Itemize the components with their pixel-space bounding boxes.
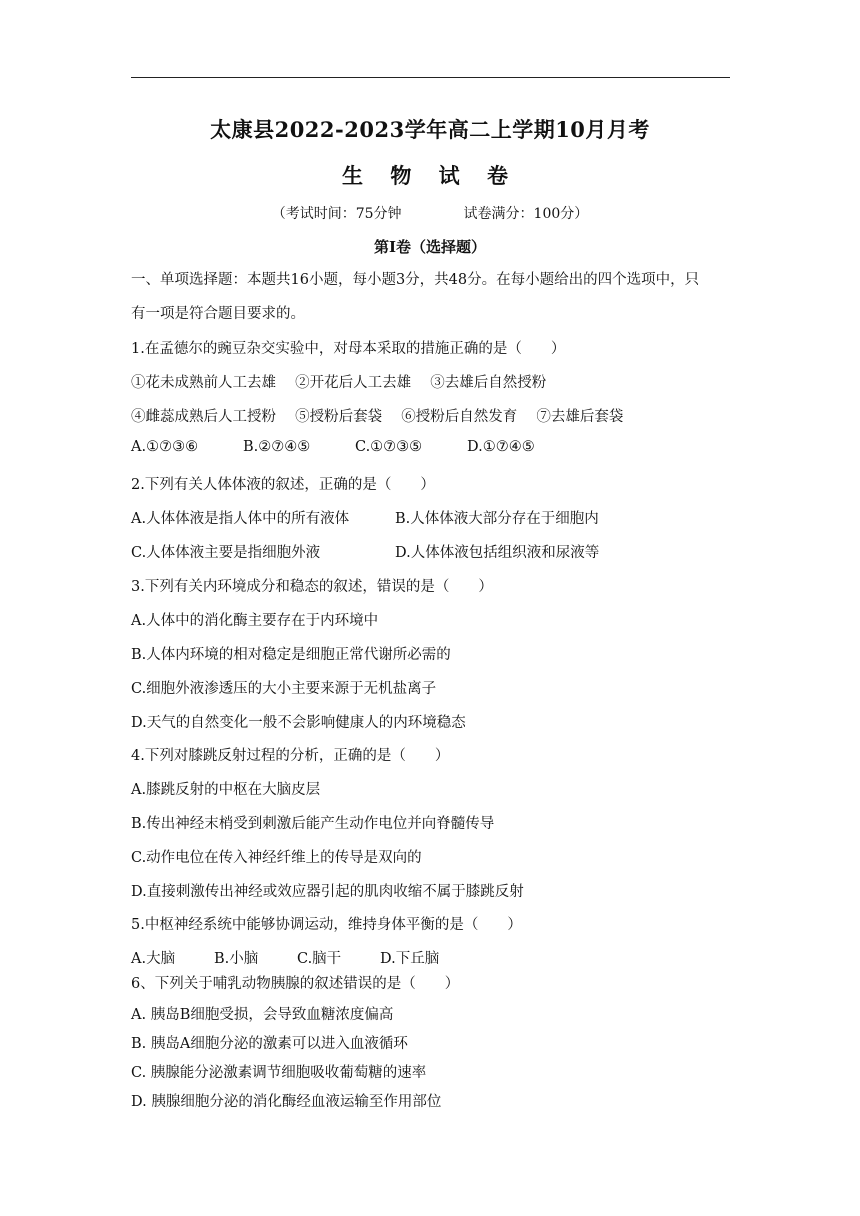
option-b: B.人体内环境的相对稳定是细胞正常代谢所必需的 [131, 647, 451, 663]
option-d: D.天气的自然变化一般不会影响健康人的内环境稳态 [131, 715, 466, 731]
header-rule [131, 77, 730, 78]
option-a: A.人体体液是指人体中的所有液体 [131, 511, 350, 527]
question-2-options-row2 [131, 541, 599, 562]
option-a: A.大脑 [131, 951, 176, 967]
exam-score: 试卷满分：100分） [463, 206, 589, 222]
option-d: D. 胰腺细胞分泌的消化酶经血液运输至作用部位 [131, 1094, 442, 1110]
exam-meta [0, 203, 860, 223]
question-1-stem: 1.在孟德尔的豌豆杂交实验中，对母本采取的措施正确的是（ ） [131, 341, 566, 357]
option-c: C.细胞外液渗透压的大小主要来源于无机盐离子 [131, 681, 437, 697]
option-c: C.动作电位在传入神经纤维上的传导是双向的 [131, 850, 422, 866]
option-b: B.人体体液大部分存在于细胞内 [395, 511, 599, 527]
question-5-options [131, 947, 439, 968]
question-2-stem: 2.下列有关人体体液的叙述，正确的是（ ） [131, 477, 435, 493]
question-5-stem: 5.中枢神经系统中能够协调运动，维持身体平衡的是（ ） [131, 917, 522, 933]
option-b: B.传出神经末梢受到刺激后能产生动作电位并向脊髓传导 [131, 816, 495, 832]
section-intro-continued: 有一项是符合题目要求的。 [131, 306, 305, 322]
exam-title: 太康县2022-2023学年高二上学期10月月考 [210, 117, 650, 142]
option-b: B. 胰岛A细胞分泌的激素可以进入血液循环 [131, 1036, 408, 1052]
option-a: A.①⑦③⑥ [131, 439, 199, 455]
option-c: C.①⑦③⑤ [355, 439, 423, 455]
option-c: C. 胰腺能分泌激素调节细胞吸收葡萄糖的速率 [131, 1065, 427, 1081]
option-c: C.脑干 [297, 951, 342, 967]
option-d: D.人体体液包括组织液和尿液等 [395, 545, 600, 561]
question-3-stem: 3.下列有关内环境成分和稳态的叙述，错误的是（ ） [131, 579, 493, 595]
option-c: C.人体体液主要是指细胞外液 [131, 545, 321, 561]
question-4-stem: 4.下列对膝跳反射过程的分析，正确的是（ ） [131, 748, 450, 764]
question-1-items-continued: ④雌蕊成熟后人工授粉 ⑤授粉后套袋 ⑥授粉后自然发育 ⑦去雄后套袋 [131, 409, 624, 425]
option-b: B.②⑦④⑤ [243, 439, 311, 455]
option-b: B.小脑 [214, 951, 259, 967]
exam-time: （考试时间：75分钟 [271, 206, 402, 222]
option-a: A.膝跳反射的中枢在大脑皮层 [131, 782, 321, 798]
section-intro: 一、单项选择题：本题共16小题，每小题3分，共48分。在每小题给出的四个选项中，只 [131, 272, 700, 288]
option-a: A.人体中的消化酶主要存在于内环境中 [131, 613, 379, 629]
option-d: D.直接刺激传出神经或效应器引起的肌肉收缩不属于膝跳反射 [131, 884, 524, 900]
subject-title: 生 物 试 卷 [342, 163, 518, 188]
option-d: D.①⑦④⑤ [467, 439, 535, 455]
question-1-options [131, 439, 535, 455]
part-heading: 第Ⅰ卷（选择题） [373, 238, 487, 256]
option-a: A. 胰岛B细胞受损，会导致血糖浓度偏高 [131, 1007, 394, 1023]
question-6-stem: 6、下列关于哺乳动物胰腺的叙述错误的是（ ） [131, 976, 460, 992]
option-d: D.下丘脑 [380, 951, 440, 967]
question-2-options-row1 [131, 507, 599, 528]
question-1-items: ①花未成熟前人工去雄 ②开花后人工去雄 ③去雄后自然授粉 [131, 375, 547, 391]
